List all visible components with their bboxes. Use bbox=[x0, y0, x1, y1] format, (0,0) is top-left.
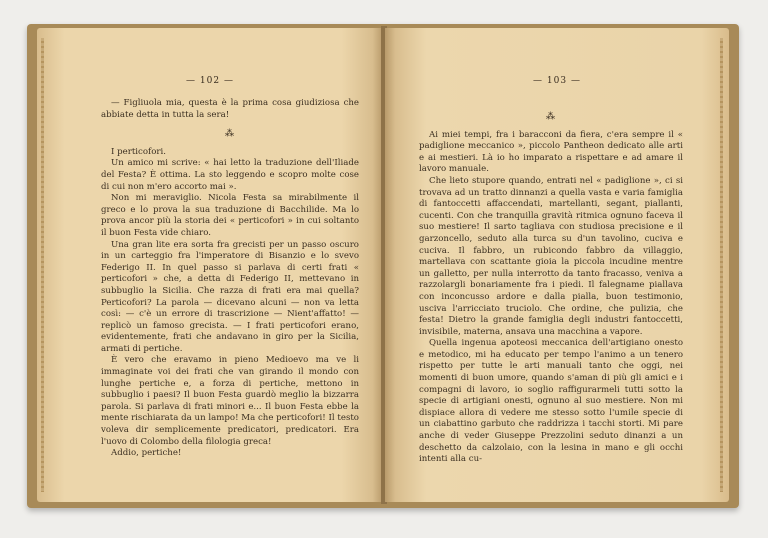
page-edge-right bbox=[720, 38, 723, 492]
page-edge-left bbox=[41, 38, 44, 492]
left-continuation: — Figliuola mia, questa è la prima cosa giudiziosa che abbiate detta in tutta la sera! bbox=[101, 98, 359, 120]
left-paragraph: Addio, pertiche! bbox=[111, 448, 182, 459]
left-paragraph: Non mi meraviglio. Nicola Festa sa mirabilmente il greco e lo prova la sua traduzione di Bacchilide. Ma lo prova ancor più la storia dei « perticofori » in cui soltanto il buon Festa vide chiaro. bbox=[101, 193, 359, 238]
right-page-number: — 103 — bbox=[533, 76, 581, 86]
right-page-text bbox=[419, 112, 683, 466]
open-book bbox=[27, 24, 739, 508]
left-page-number: — 102 — bbox=[186, 76, 234, 86]
left-paragraph: I perticofori. bbox=[111, 146, 166, 157]
left-paragraph: Una gran lite era sorta fra grecisti per un passo oscuro in un carteggio fra l'imperatore di Bisanzio e lo svevo Federigo II. In quel passo si parlava di certi frati « perticofori » che, a detta di Federigo II, mettevano in subbuglio la Sicilia. Che razza di frati era mai quella? Perticofori? La parola — dicevano alcuni — non va letta così: — c'è un errore di trascrizione — Nient'affatto! — replicò un famoso grecista. — I frati perticofori erano, evidentemente, frati che andavano in giro per la Sicilia, armati di pertiche. bbox=[101, 239, 359, 354]
left-paragraph: È vero che eravamo in pieno Medioevo ma ve li immaginate voi dei frati che van girando il mondo con lunghe pertiche e, a forza di pertiche, mettono in subbuglio i paesi? Il buon Festa guardò meglio la bizzarra parola. Si parlava di frati minori e... Il buon Festa ebbe la mente rischiarata da un lampo! Ma che perticofori! Il testo voleva dir semplicemente predicatori, predicatori. Era l'uovo di Colombo della filologia greca! bbox=[101, 355, 359, 447]
section-ornament: ⁂ bbox=[546, 112, 556, 122]
right-paragraph: Ai miei tempi, fra i baracconi da fiera, c'era sempre il « padiglione meccanico », piccolo Pantheon dedicato alle arti e ai mestieri. Là io ho imparato a rispettare e ad amare il lavoro manuale. bbox=[419, 129, 683, 175]
left-page bbox=[37, 28, 383, 502]
right-paragraph: Che lieto stupore quando, entrati nel « padiglione », ci si trovava ad un tratto dinnanzi a quella vasta e varia famiglia di fantoccetti affaccendati, martellanti, segant, piallanti, cucenti. Con che tranquilla gravità ritmica ognuno faceva il suo mestiere! Il sarto tagliava con studiosa precisione e il garzoncello, seduto alla turca su d'un tavolino, cuciva e cuciva. Il fabbro, un rubicondo fabbro da villaggio, martellava con scattante gioia la piccola incudine mentre un galletto, per nulla interrotto da tanto fracasso, veniva a razzolargli bonariamente fra i piedi. Il falegname piallava con inconcusso ardore e dalla pialla, buon testimonio, usciva l'arricciato truciolo. Che ordine, che pulizia, che festa! Dietro la grande famiglia degli industri fantoccetti, invisibile, materna, ansava una macchina a vapore. bbox=[419, 175, 683, 337]
right-paragraph: Quella ingenua apoteosi meccanica dell'artigiano onesto e metodico, mi ha educato per tempo l'animo a un tenero rispetto per tutte le arti manuali tanto che oggi, nei momenti di buon umore, quando s'aman di più gli amici e i compagni di lavoro, io soglio raffigurarmeli tutti sotto la specie di artigiani onesti, ognuno al suo mestiere. Non mi dispiace allora di vedere me stesso sotto l'umile specie di un ciabattino garbuto che raddrizza i tacchi storti. Mi pare anche di veder Giuseppe Prezzolini seduto dinanzi a un deschetto da calzolaio, con la lesina in mano e gli occhi intenti alla cu- bbox=[419, 338, 683, 465]
left-paragraph: Un amico mi scrive: « hai letto la traduzione dell'Iliade del Festa? È ottima. La sto leggendo e scopro molte cose di cui non m'ero accorto mai ». bbox=[101, 158, 359, 192]
section-ornament: ⁂ bbox=[225, 129, 235, 140]
left-page-text bbox=[101, 98, 359, 460]
right-page bbox=[385, 28, 729, 502]
